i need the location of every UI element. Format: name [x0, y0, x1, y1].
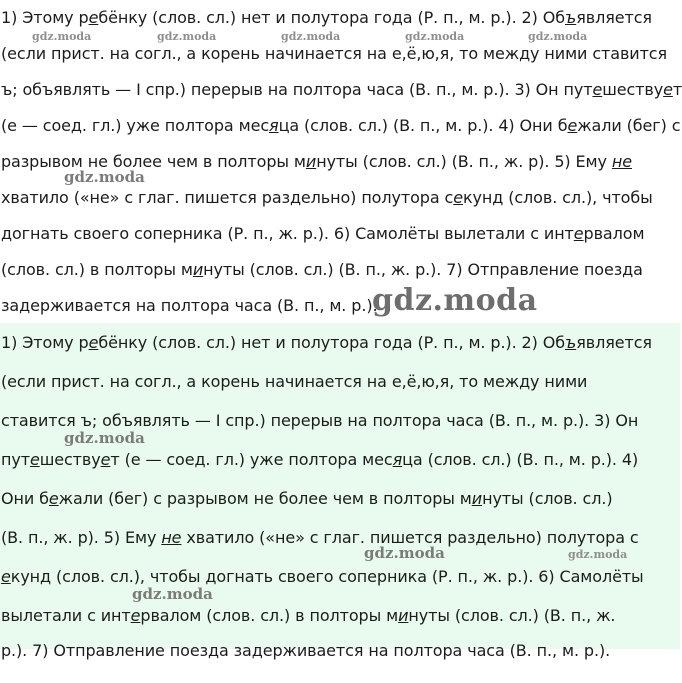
text-line — [1, 606, 615, 626]
text-run: (В. п., ж. р). 5) Ему — [1, 528, 162, 547]
underlined-letter: ъ — [565, 333, 577, 352]
text-run: ъ; объявлять — I спр.) перерыв на полтора часа (В. п., м. р.). 3) Он пут — [1, 80, 593, 99]
text-line — [1, 372, 587, 392]
underlined-letter: е — [88, 8, 99, 27]
watermark: gdz.moda — [64, 429, 145, 447]
text-run: 1) Этому р — [1, 8, 89, 27]
underlined-letter: ъ — [565, 8, 577, 27]
underlined-letter: е — [88, 333, 99, 352]
text-run: 1) Этому р — [1, 333, 89, 352]
text-line — [1, 296, 377, 316]
watermark: gdz.moda — [157, 30, 217, 43]
answer-block-2 — [0, 323, 680, 660]
underlined-word: не — [161, 528, 182, 547]
text-run: пут — [1, 450, 30, 469]
underlined-letter: я — [392, 450, 403, 469]
underlined-letter: е — [100, 450, 111, 469]
underlined-letter: и — [471, 489, 483, 508]
text-run: (если прист. на согл., а корень начинается на е,ё,ю,я, то между ними ставится — [1, 44, 668, 63]
text-line — [1, 450, 638, 470]
text-line — [1, 116, 680, 136]
text-run: (если прист. на согл., а корень начинается на е,ё,ю,я, то между ними — [1, 372, 588, 391]
text-run: Они б — [1, 489, 49, 508]
underlined-letter: е — [567, 116, 578, 135]
text-run: хватило («не» с глаг. пишется раздельно) полутора с — [181, 528, 639, 547]
text-run: тся — [624, 333, 652, 352]
underlined-letter: и — [192, 260, 204, 279]
text-run: шеству — [39, 450, 101, 469]
text-run: нуты (слов. сл.) — [482, 489, 613, 508]
text-run: являе — [576, 8, 625, 27]
text-line — [1, 260, 643, 280]
answer-block-1 — [0, 0, 680, 322]
text-run: ца (слов. сл.) (В. п., м. р.). 4) — [402, 450, 639, 469]
text-run: жали (бег) с разрывом не более чем в полторы м — [58, 489, 472, 508]
text-run: т (е — соед. гл.) уже полтора мес — [110, 450, 393, 469]
text-run: (е — соед. гл.) уже полтора мес — [1, 116, 270, 135]
watermark: gdz.moda — [132, 585, 213, 603]
underlined-letter: е — [48, 489, 59, 508]
text-run: жали (бег) с — [577, 116, 681, 135]
text-run: нуты (слов. сл.) (В. п., ж. р.). 7) Отправление поезда — [203, 260, 643, 279]
underlined-letter: и — [398, 606, 409, 625]
text-run: рвалом — [583, 224, 645, 243]
watermark: gdz.moda — [372, 283, 538, 318]
text-run: кунд (слов. сл.), чтобы — [462, 188, 653, 207]
text-line — [1, 8, 652, 28]
text-run: задерживается на полтора часа (В. п., м. р.). — [1, 296, 378, 315]
text-line — [1, 80, 682, 100]
underlined-word: не — [611, 152, 632, 171]
text-run: нуты (слов. сл.) (В. п., ж. р). 5) Ему — [316, 152, 612, 171]
underlined-letter: е — [29, 450, 40, 469]
text-run: рвалом (слов. сл.) в полторы м — [140, 606, 399, 625]
underlined-letter: е — [453, 188, 463, 207]
watermark: gdz.moda — [281, 30, 341, 43]
watermark: gdz.moda — [568, 548, 628, 561]
text-line — [1, 44, 667, 64]
underlined-letter: е — [573, 224, 584, 243]
text-run: ца (слов. сл.) (В. п., м. р.). 4) Они б — [278, 116, 568, 135]
text-line — [1, 188, 653, 208]
text-run: хватило («не» с глаг. пишется раздельно) полутора с — [1, 188, 454, 207]
text-run: являе — [576, 333, 625, 352]
underlined-letter: е — [1, 567, 11, 586]
underlined-letter: е — [130, 606, 141, 625]
text-line — [1, 333, 652, 353]
watermark: gdz.moda — [405, 30, 465, 43]
text-run: шеству — [602, 80, 664, 99]
text-run: т — [672, 80, 682, 99]
text-line — [1, 567, 644, 587]
text-run: тся — [624, 8, 652, 27]
watermark: gdz.moda — [64, 168, 145, 186]
text-line — [1, 411, 638, 431]
text-run: разрывом не более чем в полторы м — [1, 152, 306, 171]
underlined-letter: я — [269, 116, 279, 135]
text-run: бёнку (слов. сл.) нет и полутора года (Р. п., м. р.). 2) Об — [98, 8, 566, 27]
text-run: р.). 7) Отправление поезда задерживается на полтора часа (В. п., м. р.). — [1, 641, 611, 660]
text-run: кунд (слов. сл.), чтобы догнать своего соперника (Р. п., ж. р.). 6) Самолёты — [10, 567, 644, 586]
text-line — [1, 224, 644, 244]
text-run: нуты (слов. сл.) (В. п., ж. — [408, 606, 616, 625]
watermark: gdz.moda — [364, 544, 445, 562]
watermark: gdz.moda — [32, 30, 92, 43]
watermark: gdz.moda — [528, 30, 588, 43]
text-run: бёнку (слов. сл.) нет и полутора года (Р. п., м. р.). 2) Об — [98, 333, 566, 352]
text-line — [1, 528, 639, 548]
text-line — [1, 641, 610, 661]
text-run: вылетали с инт — [1, 606, 131, 625]
underlined-letter: е — [663, 80, 673, 99]
underlined-letter: е — [592, 80, 603, 99]
text-run: (слов. сл.) в полторы м — [1, 260, 193, 279]
underlined-letter: и — [305, 152, 317, 171]
text-run: ставится ъ; объявлять — I спр.) перерыв на полтора часа (В. п., м. р.). 3) Он — [1, 411, 639, 430]
text-line — [1, 489, 612, 509]
text-run: догнать своего соперника (Р. п., ж. р.). 6) Самолёты вылетали с инт — [1, 224, 574, 243]
